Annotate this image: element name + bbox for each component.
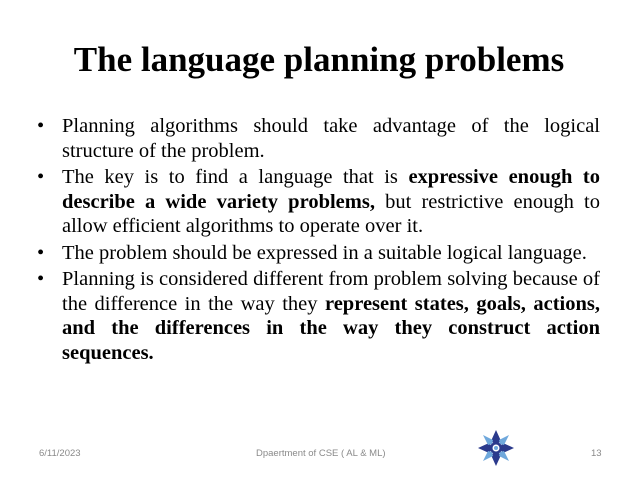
bullet-text: The key is to find a language that is (62, 166, 409, 188)
bullet-text: Planning algorithms should take advantage of the logical structure of the problem. (62, 115, 600, 162)
bullet-text: The problem should be expressed in a suitable logical language. (62, 241, 587, 264)
footer-date: 6/11/2023 (39, 448, 81, 459)
bullet-list (37, 114, 600, 367)
bullet-item (37, 241, 600, 266)
slide-title: The language planning problems (73, 40, 565, 79)
bullet-point-icon: • (37, 268, 45, 290)
bullet-text-bold: represent states, goals, actions, and the differences in the way they construct action sequences. (62, 292, 600, 364)
bullet-point-icon: • (37, 115, 45, 137)
bullet-point-icon: • (37, 166, 45, 188)
bullet-point-icon: • (37, 241, 45, 264)
bullet-item (37, 267, 600, 365)
bullet-text: but restrictive enough to allow efficient algorithms to operate over it. (62, 190, 600, 237)
footer-page-number: 13 (591, 448, 602, 459)
footer-department: Dpaertment of CSE ( AL & ML) (256, 448, 386, 459)
bullet-item (37, 114, 600, 163)
bullet-text-bold: expressive enough to describe a wide variety problems, (62, 166, 600, 213)
bullet-item (37, 165, 600, 239)
institution-logo-icon (476, 428, 516, 468)
bullet-text: Planning is considered different from problem solving because of the difference in the way they (62, 268, 600, 315)
